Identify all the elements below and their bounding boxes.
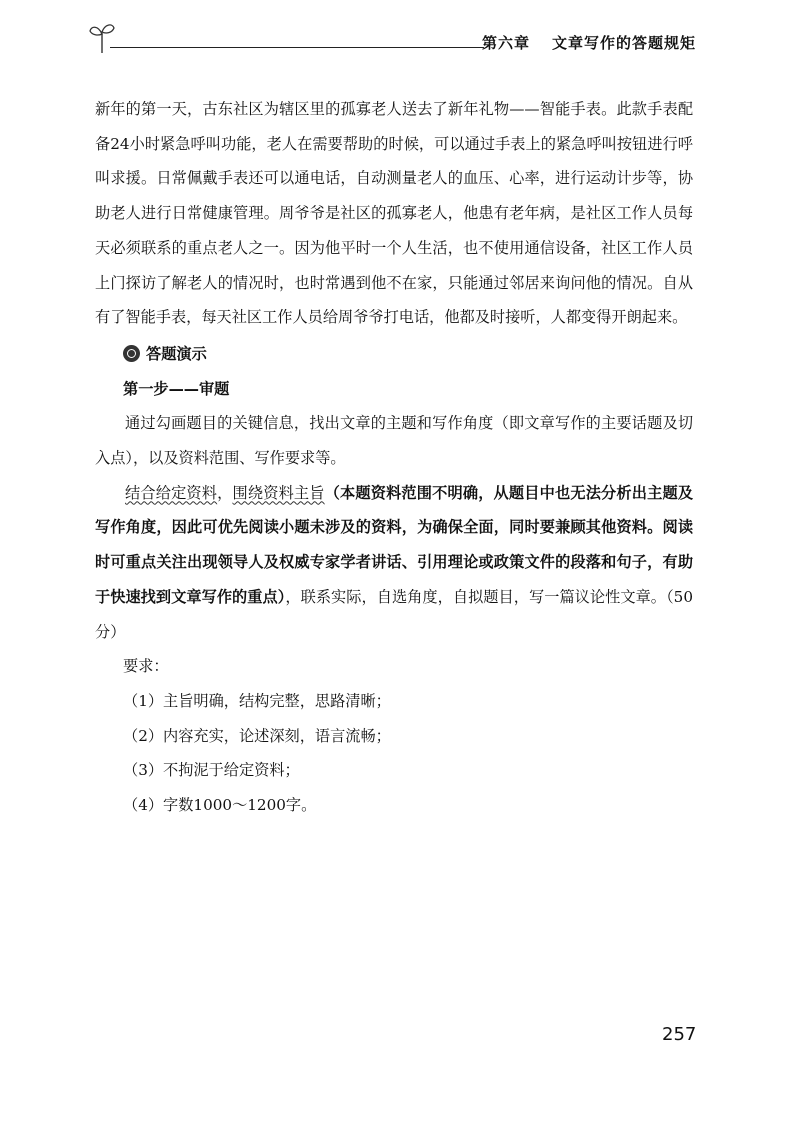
underlined-phrase-1: 结合给定资料 (125, 483, 218, 502)
question-annotation: （本题资料范围不明确，从题目中也无法分析出主题及写作角度，因此可优先阅读小题未涉及的资料，为确保全面，同时要兼顾其他资料。阅读时可重点关注出现领导人及权威专家学者讲话、引用理论或政策文件的段落和句子，有助于快速找到文章写作的重点） (95, 483, 694, 606)
requirement-item: （3）不拘泥于给定资料； (123, 761, 300, 780)
requirement-item: （2）内容充实，论述深刻，语言流畅； (123, 726, 391, 745)
question-separator: ， (217, 483, 233, 502)
requirement-item: （1）主旨明确，结构完整，思路清晰； (123, 691, 391, 710)
section-title: 答题演示 (146, 344, 207, 363)
sprout-icon (88, 20, 116, 54)
chapter-number: 第六章 (482, 34, 531, 52)
header-rule (110, 47, 484, 48)
question-paragraph (95, 476, 693, 650)
page-body (95, 92, 693, 823)
section-heading (95, 337, 693, 372)
chapter-title: 文章写作的答题规矩 (552, 34, 697, 52)
step-title: 第一步——审题 (123, 379, 230, 398)
case-paragraph: 新年的第一天，古东社区为辖区里的孤寡老人送去了新年礼物——智能手表。此款手表配备24小时紧急呼叫功能，老人在需要帮助的时候，可以通过手表上的紧急呼叫按钮进行呼叫求援。日常佩戴手表还可以通电话，自动测量老人的血压、心率，进行运动计步等，协助老人进行日常健康管理。周爷爷是社区的孤寡老人，他患有老年病，是社区工作人员每天必须联系的重点老人之一。因为他平时一个人生活，也不使用通信设备，社区工作人员上门探访了解老人的情况时，也时常遇到他不在家，只能通过邻居来询问他的情况。自从有了智能手表，每天社区工作人员给周爷爷打电话，他都及时接听，人都变得开朗起来。 (95, 100, 693, 327)
requirement-item: （4）字数1000～1200字。 (123, 796, 317, 815)
question-rest: ，联系实际，自选角度，自拟题目，写一篇议论性文章。（50分） (95, 587, 693, 641)
page-header (88, 20, 700, 56)
requirements-label: 要求： (123, 657, 169, 676)
section-badge-icon (123, 345, 140, 362)
intro-paragraph: 通过勾画题目的关键信息，找出文章的主题和写作角度（即文章写作的主要话题及切入点），以及资料范围、写作要求等。 (95, 414, 693, 468)
chapter-heading (482, 32, 696, 53)
underlined-phrase-2: 围绕资料主旨 (232, 483, 325, 502)
page-number: 257 (662, 1024, 697, 1045)
